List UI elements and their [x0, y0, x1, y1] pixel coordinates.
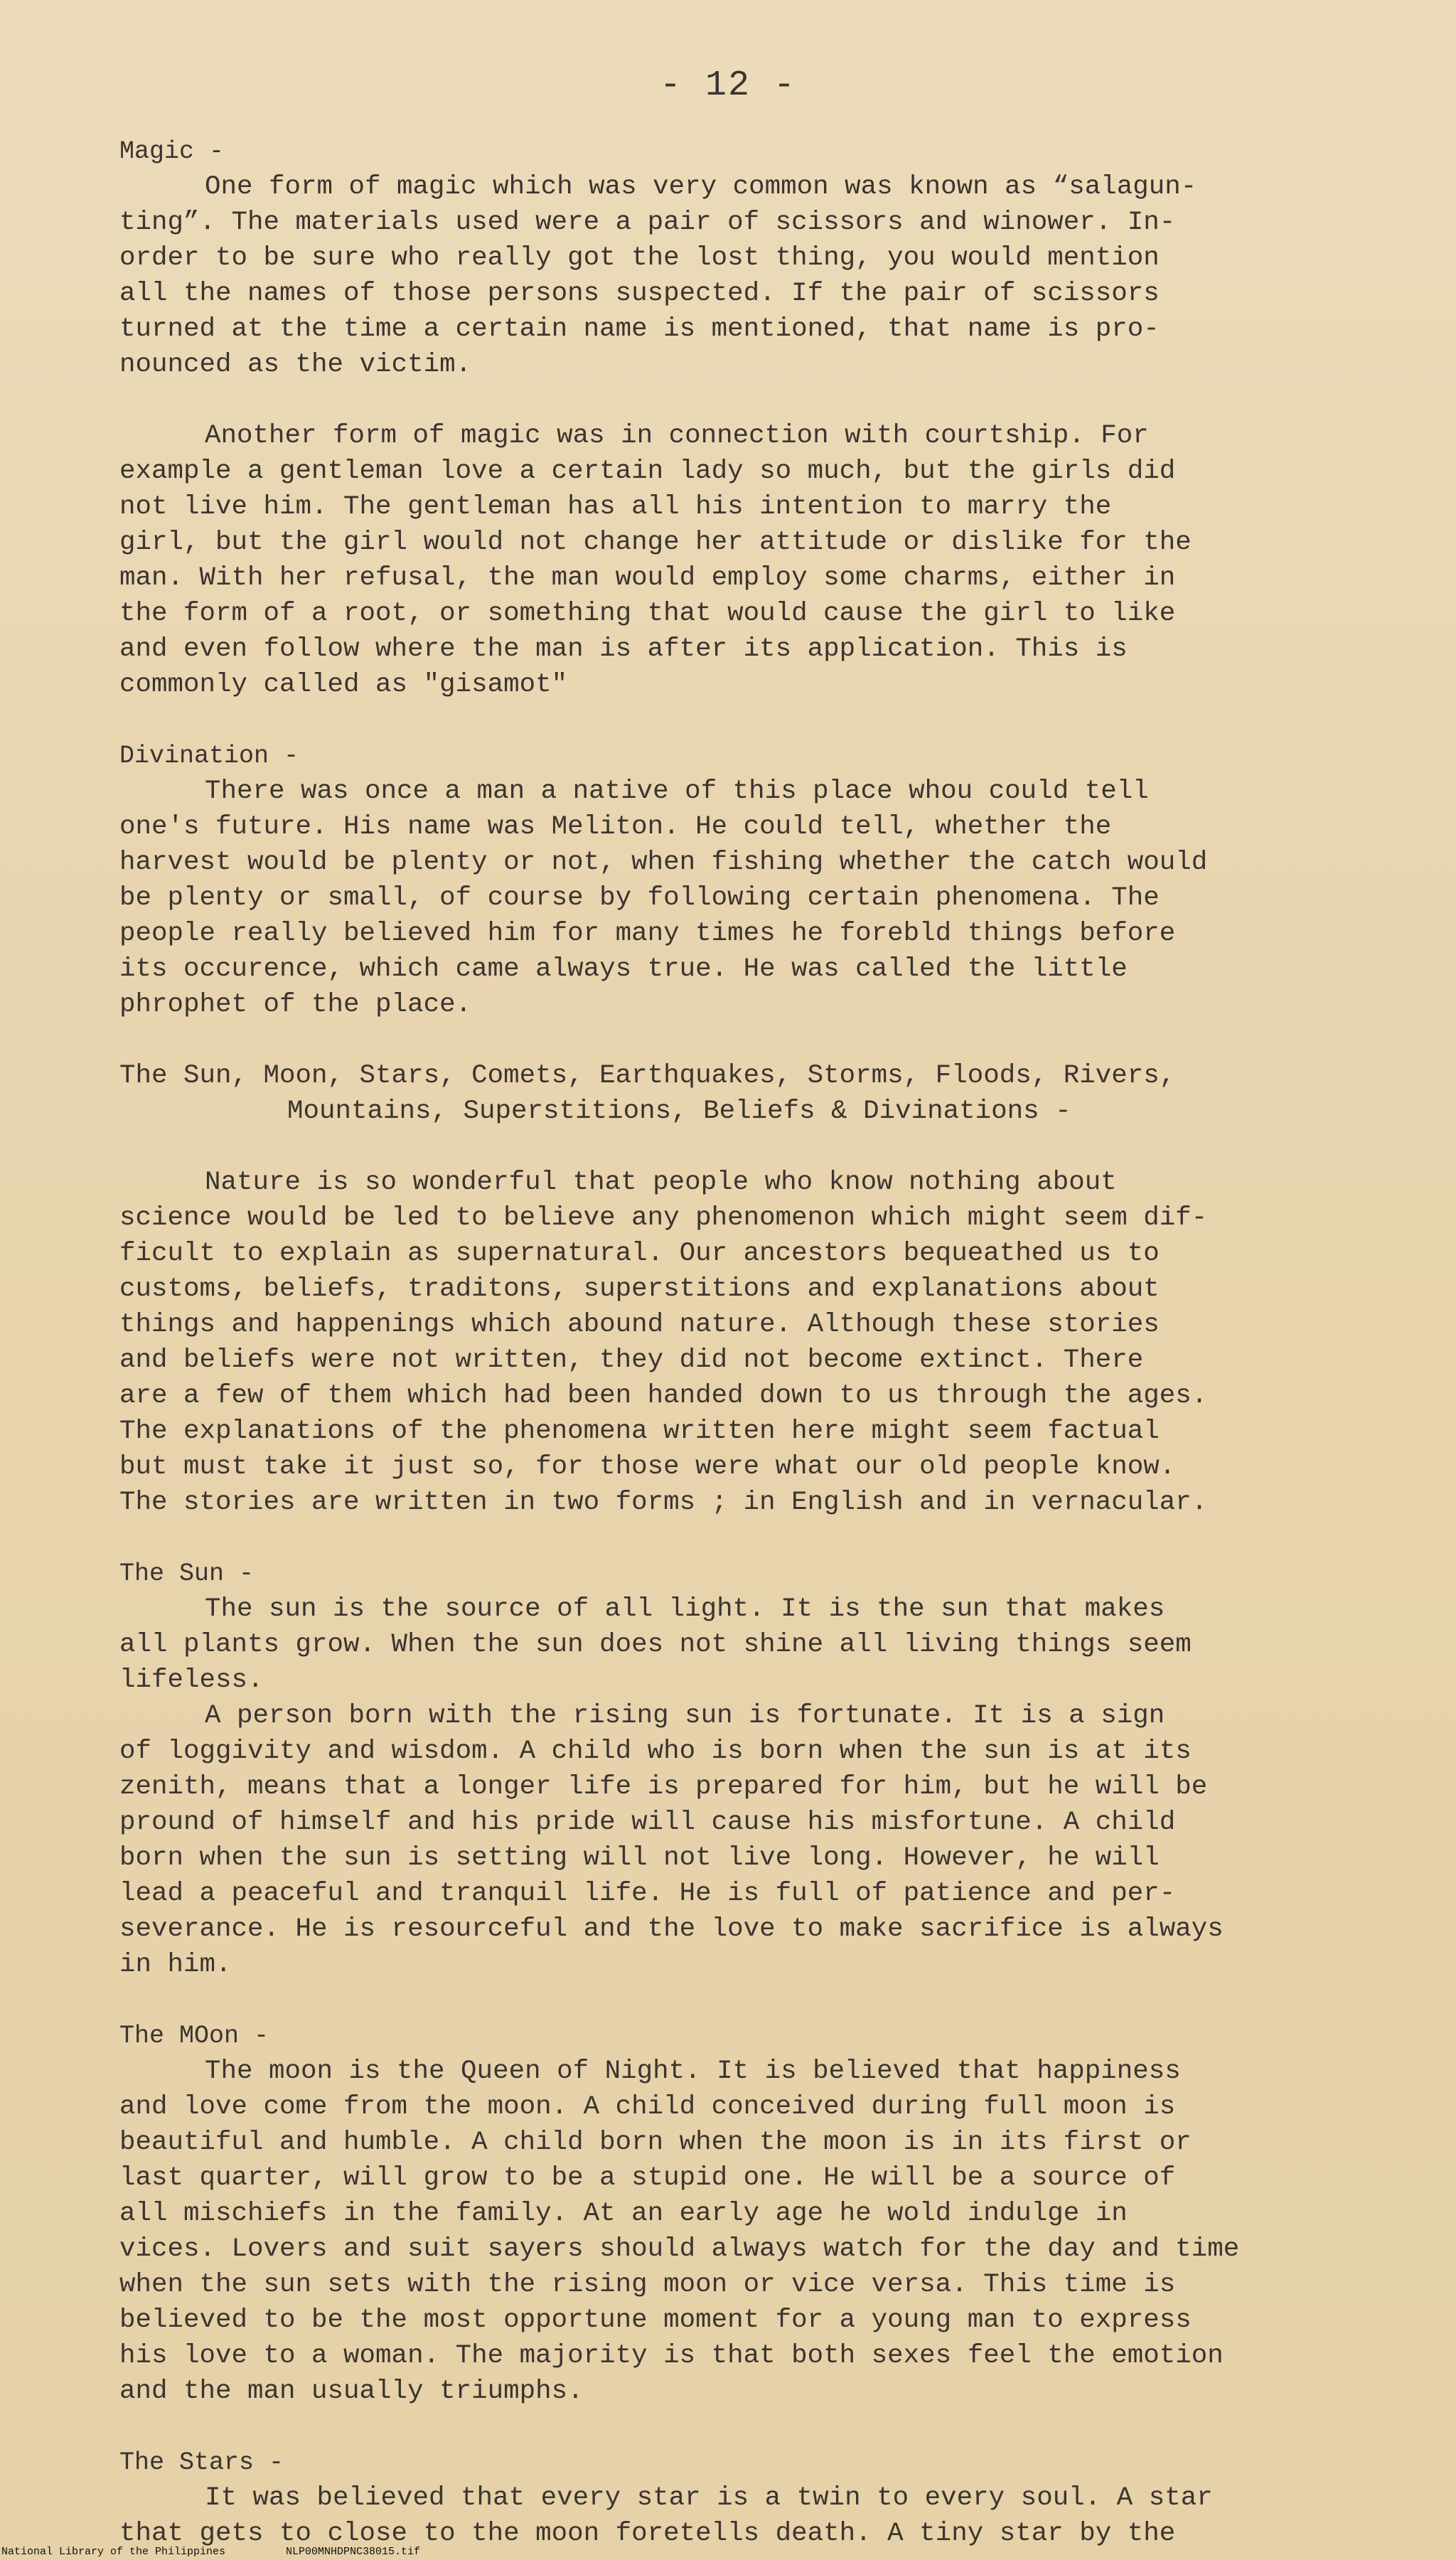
text-line: harvest would be plenty or not, when fishing whether the catch would — [119, 848, 1208, 878]
text-line: The stories are written in two forms ; in English and in vernacular. — [119, 1488, 1208, 1518]
heading-nature-line1: The Sun, Moon, Stars, Comets, Earthquakes, Storms, Floods, Rivers, — [119, 1061, 1176, 1091]
text-line: customs, beliefs, traditons, superstitions and explanations about — [119, 1274, 1160, 1304]
text-line: severance. He is resourceful and the love to make sacrifice is always — [119, 1914, 1224, 1944]
text-line: science would be led to believe any phenomenon which might seem dif- — [119, 1203, 1208, 1233]
text-line: phrophet of the place. — [119, 990, 472, 1020]
paragraph-stars-1 — [119, 2480, 1285, 2551]
text-line: of loggivity and wisdom. A child who is born when the sun is at its — [119, 1737, 1192, 1766]
paragraph-magic-2 — [119, 418, 1285, 703]
text-line: Another form of magic was in connection with courtship. For — [205, 421, 1149, 451]
text-line: are a few of them which had been handed down to us through the ages. — [119, 1381, 1208, 1411]
text-line: A person born with the rising sun is fortunate. It is a sign — [205, 1701, 1165, 1731]
text-line: The sun is the source of all light. It is the sun that makes — [205, 1594, 1165, 1624]
text-line: man. With her refusal, the man would employ some charms, either in — [119, 563, 1176, 593]
text-line: and love come from the moon. A child conceived during full moon is — [119, 2092, 1176, 2122]
text-line: The explanations of the phenomena written here might seem factual — [119, 1417, 1160, 1446]
heading-magic: Magic - — [119, 137, 225, 166]
text-line: nounced as the victim. — [119, 350, 472, 380]
paragraph-spacer — [119, 1983, 1285, 2018]
text-line: example a gentleman love a certain lady so much, but the girls did — [119, 457, 1176, 486]
text-line: zenith, means that a longer life is prepared for him, but he will be — [119, 1772, 1208, 1802]
text-line: girl, but the girl would not change her attitude or dislike for the — [119, 528, 1192, 558]
text-line: when the sun sets with the rising moon or vice versa. This time is — [119, 2270, 1176, 2300]
text-line: There was once a man a native of this place whou could tell — [205, 777, 1149, 806]
text-line: all mischiefs in the family. At an early age he wold indulge in — [119, 2199, 1128, 2229]
paragraph-spacer — [119, 1520, 1285, 1556]
paragraph-nature-1 — [119, 1165, 1285, 1520]
paragraph-magic-1 — [119, 169, 1285, 383]
paragraph-sun-2 — [119, 1698, 1285, 1983]
text-line: Nature is so wonderful that people who know nothing about — [205, 1168, 1117, 1198]
text-line: One form of magic which was very common was known as “salagun- — [205, 172, 1197, 202]
text-line: all plants grow. When the sun does not shine all living things seem — [119, 1630, 1192, 1660]
text-line: lifeless. — [119, 1665, 264, 1695]
paragraph-spacer — [119, 383, 1285, 418]
paragraph-spacer — [119, 1129, 1285, 1165]
text-line: the form of a root, or something that would cause the girl to like — [119, 599, 1176, 629]
text-line: turned at the time a certain name is mentioned, that name is pro- — [119, 314, 1160, 344]
document-body — [119, 134, 1285, 2551]
paragraph-spacer — [119, 1023, 1285, 1058]
paragraph-divination-1 — [119, 774, 1285, 1023]
scan-footer — [0, 2544, 1456, 2560]
paragraph-moon-1 — [119, 2054, 1285, 2409]
footer-library-name: National Library of the Philippines — [1, 2546, 226, 2558]
text-line: vices. Lovers and suit sayers should always watch for the day and time — [119, 2234, 1240, 2264]
text-line: last quarter, will grow to be a stupid one. He will be a source of — [119, 2163, 1176, 2193]
text-line: beautiful and humble. A child born when the moon is in its first or — [119, 2128, 1192, 2158]
text-line: not live him. The gentleman has all his intention to marry the — [119, 492, 1112, 522]
paragraph-spacer — [119, 703, 1285, 738]
text-line: but must take it just so, for those were what our old people know. — [119, 1452, 1176, 1482]
paragraph-spacer — [119, 2409, 1285, 2445]
text-line: its occurence, which came always true. He was called the little — [119, 954, 1128, 984]
text-line: born when the sun is setting will not live long. However, he will — [119, 1843, 1160, 1873]
text-line: believed to be the most opportune moment for a young man to express — [119, 2305, 1192, 2335]
text-line: The moon is the Queen of Night. It is believed that happiness — [205, 2057, 1181, 2086]
text-line: all the names of those persons suspected. If the pair of scissors — [119, 279, 1160, 309]
text-line: be plenty or small, of course by following certain phenomena. The — [119, 883, 1160, 913]
text-line: lead a peaceful and tranquil life. He is full of patience and per- — [119, 1879, 1176, 1909]
text-line: It was believed that every star is a twin to every soul. A star — [205, 2483, 1213, 2513]
text-line: and beliefs were not written, they did not become extinct. There — [119, 1345, 1144, 1375]
page-number: - 12 - — [659, 65, 797, 106]
text-line: that gets to close to the moon foretells death. A tiny star by the — [119, 2519, 1176, 2549]
text-line: ting”. The materials used were a pair of scissors and winower. In- — [119, 208, 1176, 238]
heading-divination: Divination - — [119, 742, 299, 770]
text-line: commonly called as "gisamot" — [119, 670, 568, 700]
heading-moon: The MOon - — [119, 2022, 269, 2050]
text-line: things and happenings which abound nature. Although these stories — [119, 1310, 1160, 1340]
paragraph-sun-1 — [119, 1591, 1285, 1698]
heading-nature-line2: Mountains, Superstitions, Beliefs & Divinations - — [287, 1097, 1071, 1126]
footer-file-name: NLP00MNHDPNC38015.tif — [286, 2546, 421, 2558]
heading-stars: The Stars - — [119, 2448, 284, 2477]
text-line: in him. — [119, 1950, 232, 1980]
text-line: his love to a woman. The majority is that both sexes feel the emotion — [119, 2341, 1224, 2371]
text-line: ficult to explain as supernatural. Our ancestors bequeathed us to — [119, 1239, 1160, 1269]
heading-sun: The Sun - — [119, 1559, 255, 1588]
text-line: and the man usually triumphs. — [119, 2377, 584, 2406]
text-line: and even follow where the man is after its application. This is — [119, 634, 1128, 664]
text-line: order to be sure who really got the lost thing, you would mention — [119, 243, 1160, 273]
text-line: pround of himself and his pride will cause his misfortune. A child — [119, 1808, 1176, 1838]
text-line: people really believed him for many times he forebld things before — [119, 919, 1176, 949]
text-line: one's future. His name was Meliton. He could tell, whether the — [119, 812, 1112, 842]
